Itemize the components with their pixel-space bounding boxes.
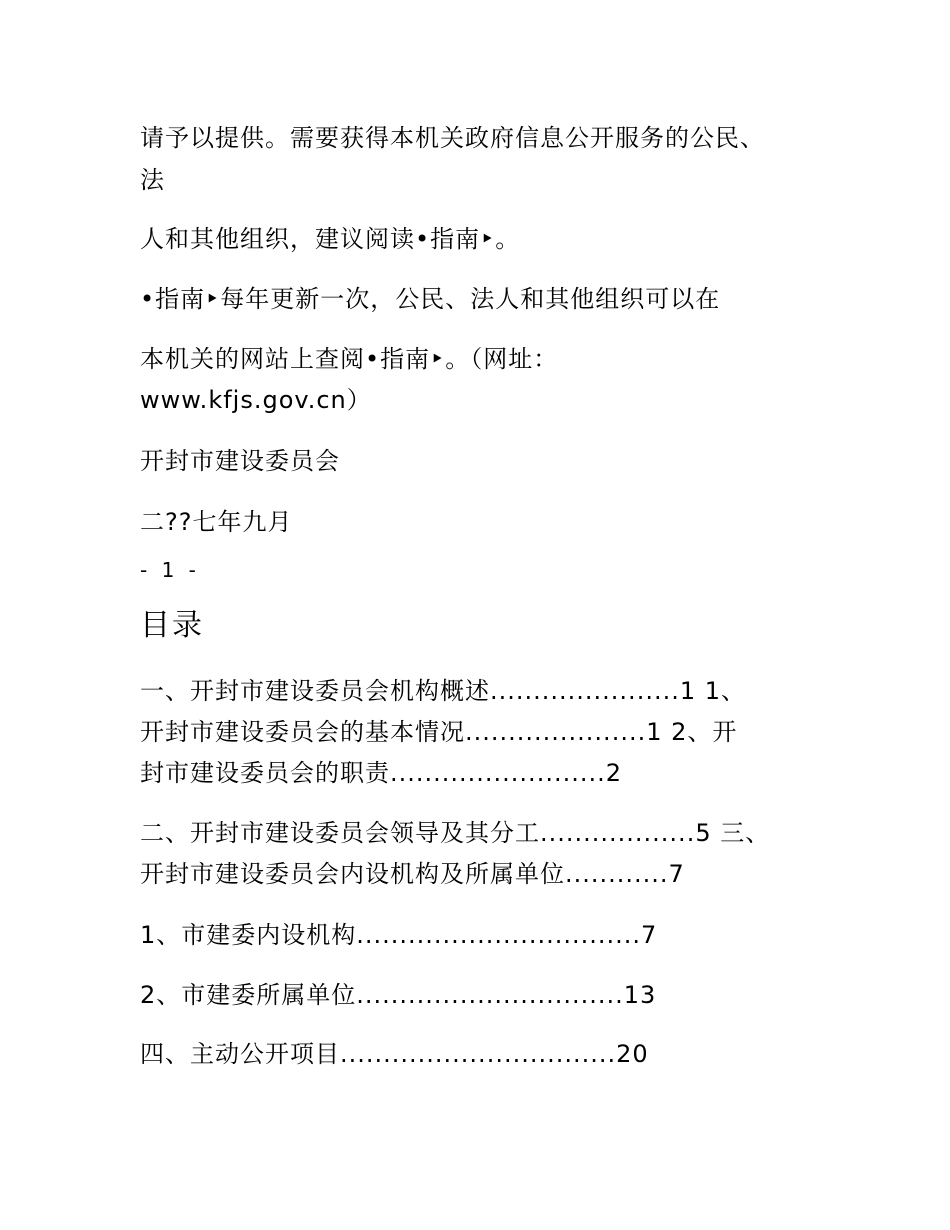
intro-line-5: 本机关的网站上查阅•指南‣。（网址：: [140, 345, 559, 373]
signature-organization: 开封市建设委员会: [140, 447, 340, 475]
intro-line-3: 人和其他组织，建议阅读•指南‣。: [140, 225, 521, 253]
toc-line: 开封市建设委员会内设机构及所属单位............7: [140, 860, 685, 888]
intro-line-1: 请予以提供。需要获得本机关政府信息公开服务的公民、: [140, 124, 765, 152]
toc-line: 2、市建委所属单位...............................13: [140, 981, 657, 1009]
signature-date: 二??七年九月: [140, 508, 293, 536]
page-number: - 1 -: [140, 558, 200, 582]
intro-line-6: www.kfjs.gov.cn）: [140, 386, 372, 414]
toc-line: 开封市建设委员会的基本情况.....................1 2、开: [140, 718, 738, 746]
toc-title: 目录: [140, 608, 204, 643]
toc-line: 二、开封市建设委员会领导及其分工..................5 三、: [140, 819, 771, 847]
toc-line: 一、开封市建设委员会机构概述......................1 1、: [140, 677, 747, 705]
toc-line: 封市建设委员会的职责.........................2: [140, 759, 622, 787]
toc-line: 1、市建委内设机构.................................7: [140, 921, 658, 949]
toc-line: 四、主动公开项目................................20: [140, 1040, 649, 1068]
intro-line-4: •指南‣每年更新一次，公民、法人和其他组织可以在: [140, 285, 721, 313]
intro-line-2: 法: [140, 166, 165, 194]
